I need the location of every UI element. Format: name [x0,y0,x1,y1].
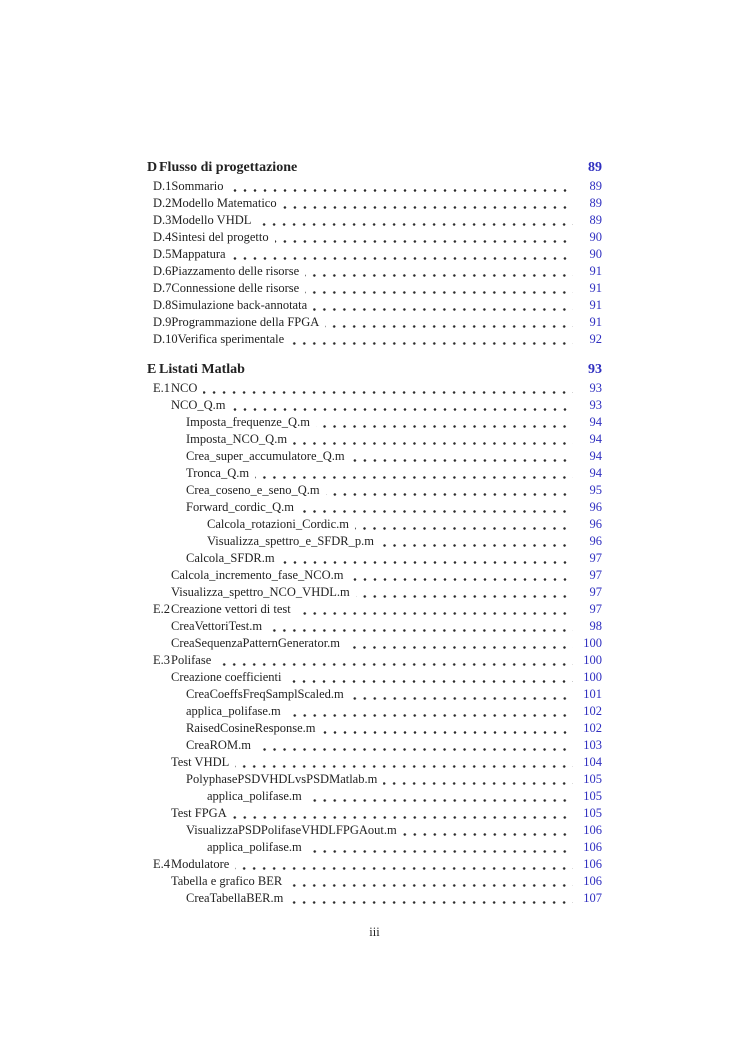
toc-dot-leader [203,391,573,394]
toc-dot-leader [305,274,573,277]
toc-entry-row [147,669,602,686]
toc-entry-title: Forward_cordic_Q.m [186,500,294,514]
toc-dot-leader [257,223,573,226]
toc-dot-leader [255,476,573,479]
toc-page-link[interactable]: 89 [589,179,602,193]
toc-dot-leader [287,680,573,683]
toc-entry-title: PolyphasePSDVHDLvsPSDMatlab.m [186,772,378,786]
toc-entry-row [147,331,602,348]
toc-entry-title: Crea_super_accumulatore_Q.m [186,449,345,463]
toc-page-link[interactable]: 94 [589,432,602,446]
toc-entry-title: CreaSequenzaPatternGenerator.m [171,636,341,650]
toc-entry-row [147,567,602,584]
toc-entry-number: D.4 [153,230,172,244]
toc-dot-leader [350,697,573,700]
toc-entry-row [147,178,602,195]
toc-entry-number: E [147,362,157,377]
toc-entry-row [147,195,602,212]
toc-page-link[interactable]: 105 [583,806,602,820]
toc-page-link[interactable]: 97 [589,551,602,565]
page-number-footer: iii [369,925,380,939]
toc-entry-title: NCO [171,381,198,395]
toc-entry-title: Imposta_NCO_Q.m [186,432,288,446]
toc-entry-title: Tronca_Q.m [186,466,250,480]
toc-dot-leader [356,595,573,598]
toc-page-link[interactable]: 94 [589,466,602,480]
toc-dot-leader [308,850,573,853]
toc-dot-leader [383,782,573,785]
toc-entry-row [147,652,602,669]
toc-dot-leader [232,257,573,260]
toc-dot-leader [281,561,573,564]
toc-dot-leader [233,816,573,819]
toc-entry-row [147,601,602,618]
toc-entry-row [147,516,602,533]
toc-page-link[interactable]: 98 [589,619,602,633]
toc-entry-row [147,771,602,788]
toc-entry-title: Verifica sperimentale [177,332,285,346]
toc-entry-title: Simulazione back-annotata [171,298,308,312]
toc-entry-title: RaisedCosineResponse.m [186,721,316,735]
toc-entry-title: applica_polifase.m [207,789,302,803]
toc-entry-number: D.10 [153,332,178,346]
toc-page-link[interactable]: 100 [583,653,602,667]
toc-entry-title: VisualizzaPSDPolifaseVHDLFPGAout.m [186,823,397,837]
toc-entry-title: Test VHDL [171,755,230,769]
toc-dot-leader [346,646,573,649]
toc-entry-title: Crea_coseno_e_seno_Q.m [186,483,320,497]
toc-entry-row [147,839,602,856]
toc-entry-row [147,754,602,771]
toc-entry-row [147,635,602,652]
toc-entry-title: Modello VHDL [171,213,252,227]
toc-dot-leader [230,189,574,192]
toc-page-link[interactable]: 93 [589,381,602,395]
toc-entry-number: D.7 [153,281,172,295]
toc-entry-number: E.3 [153,653,171,667]
toc-page-link[interactable]: 104 [583,755,602,769]
toc-page-link[interactable]: 93 [588,362,602,377]
toc-dot-leader [232,408,573,411]
toc-entry-row [147,263,602,280]
toc-dot-leader [300,510,573,513]
toc-entry-row [147,397,602,414]
toc-entry-title: Connessione delle risorse [171,281,300,295]
toc-entry-title: Listati Matlab [159,362,245,377]
toc-entry-title: Sommario [171,179,224,193]
toc-entry-row [147,414,602,431]
toc-page-link[interactable]: 106 [583,840,602,854]
toc-entry-title: CreaCoeffsFreqSamplScaled.m [186,687,344,701]
toc-entry-title: Flusso di progettazione [159,160,298,175]
toc-page-link[interactable]: 90 [589,230,602,244]
toc-entry-row [147,448,602,465]
toc-entry-title: Visualizza_spettro_NCO_VHDL.m [171,585,350,599]
toc-dot-leader [325,325,573,328]
toc-entry-row [147,890,602,907]
toc-page-link[interactable]: 89 [589,196,602,210]
toc-entry-number: D.5 [153,247,172,261]
toc-page-link[interactable]: 105 [583,789,602,803]
toc-entry-row [147,499,602,516]
toc-entry-row [147,465,602,482]
toc-entry-row [147,533,602,550]
toc-dot-leader [275,240,573,243]
toc-entry-row [147,618,602,635]
toc-dot-leader [268,629,573,632]
toc-page-link[interactable]: 96 [589,517,602,531]
toc-entry-title: Sintesi del progetto [171,230,269,244]
toc-entry-row [147,873,602,890]
toc-dot-leader [297,612,573,615]
toc-entry-title: Visualizza_spettro_e_SFDR_p.m [207,534,374,548]
toc-page-link[interactable]: 103 [583,738,602,752]
toc-page-link[interactable]: 90 [589,247,602,261]
toc-dot-leader [293,442,573,445]
toc-entry-number: E.2 [153,602,171,616]
toc-page-link[interactable]: 97 [589,602,602,616]
toc-entry-row [147,584,602,601]
toc-entry-number: D.2 [153,196,172,210]
toc-entry-number: D.1 [153,179,172,193]
toc-page-link[interactable]: 89 [588,160,602,175]
toc-page-link[interactable]: 96 [589,534,602,548]
toc-entry-row [147,703,602,720]
toc-dot-leader [288,884,573,887]
toc-dot-leader [217,663,573,666]
toc-chapter-row [147,360,602,380]
toc-page-link[interactable]: 91 [589,315,602,329]
toc-entry-row [147,314,602,331]
toc-entry-number: D.8 [153,298,172,312]
toc-page-link[interactable]: 106 [583,874,602,888]
toc-page-link[interactable]: 106 [583,857,602,871]
toc-page-link[interactable]: 96 [589,500,602,514]
toc-entry-row [147,686,602,703]
toc-entry-number: D.6 [153,264,172,278]
toc-entry-title: NCO_Q.m [171,398,226,412]
toc-entry-row [147,482,602,499]
toc-page-link[interactable]: 89 [589,213,602,227]
toc-page-link[interactable]: 106 [583,823,602,837]
toc-page-link[interactable]: 101 [583,687,602,701]
toc-dot-leader [308,799,573,802]
toc-entry-row [147,856,602,873]
toc-page-link[interactable]: 105 [583,772,602,786]
toc-dot-leader [303,172,573,175]
toc-page-link[interactable]: 93 [589,398,602,412]
toc-page-link[interactable]: 97 [589,585,602,599]
toc-page-link[interactable]: 97 [589,568,602,582]
toc-entry-title: Creazione coefficienti [171,670,282,684]
toc-entry-number: D.9 [153,315,172,329]
toc-entry-row [147,788,602,805]
toc-page-link[interactable]: 91 [589,281,602,295]
toc-dot-leader [287,714,573,717]
toc-page-link[interactable]: 107 [583,891,602,905]
toc-entry-title: Piazzamento delle risorse [171,264,300,278]
table-of-contents [147,158,602,907]
toc-entry-row [147,550,602,567]
toc-entry-title: applica_polifase.m [207,840,302,854]
toc-entry-title: Imposta_frequenze_Q.m [186,415,310,429]
toc-entry-title: Mappatura [171,247,226,261]
toc-dot-leader [355,527,573,530]
toc-dot-leader [251,374,573,377]
toc-entry-title: CreaTabellaBER.m [186,891,284,905]
toc-entry-title: CreaVettoriTest.m [171,619,263,633]
toc-entry-row [147,805,602,822]
toc-entry-number: D [147,160,158,175]
toc-entry-number: E.4 [153,857,171,871]
toc-entry-title: Creazione vettori di test [171,602,291,616]
toc-dot-leader [257,748,573,751]
toc-dot-leader [322,731,573,734]
toc-entry-row [147,380,602,397]
toc-entry-title: Calcola_SFDR.m [186,551,275,565]
toc-entry-row [147,212,602,229]
toc-entry-title: Programmazione della FPGA [171,315,320,329]
toc-entry-title: Calcola_incremento_fase_NCO.m [171,568,344,582]
toc-dot-leader [380,544,573,547]
toc-dot-leader [326,493,573,496]
toc-page-link[interactable]: 100 [583,670,602,684]
toc-entry-row [147,822,602,839]
toc-page-link[interactable]: 100 [583,636,602,650]
toc-entry-title: CreaROM.m [186,738,251,752]
toc-page-link[interactable]: 91 [589,298,602,312]
toc-dot-leader [316,425,573,428]
toc-dot-leader [289,901,573,904]
toc-entry-row [147,229,602,246]
toc-dot-leader [313,308,573,311]
toc-entry-title: Modulatore [171,857,230,871]
toc-page-link[interactable]: 102 [583,721,602,735]
toc-page-link[interactable]: 91 [589,264,602,278]
toc-page-link[interactable]: 95 [589,483,602,497]
toc-entry-number: D.3 [153,213,172,227]
toc-dot-leader [235,867,573,870]
toc-entry-title: Polifase [171,653,212,667]
toc-entry-title: applica_polifase.m [186,704,281,718]
toc-entry-title: Tabella e grafico BER [171,874,283,888]
toc-entry-row [147,737,602,754]
toc-entry-title: Modello Matematico [171,196,277,210]
toc-entry-title: Calcola_rotazioni_Cordic.m [207,517,349,531]
toc-page-link[interactable]: 94 [589,415,602,429]
toc-page-link[interactable]: 94 [589,449,602,463]
toc-entry-title: Test FPGA [171,806,227,820]
toc-entry-row [147,246,602,263]
toc-dot-leader [351,459,573,462]
toc-dot-leader [350,578,573,581]
toc-dot-leader [283,206,573,209]
toc-dot-leader [305,291,573,294]
toc-page-link[interactable]: 92 [589,332,602,346]
toc-chapter-row [147,158,602,178]
toc-dot-leader [290,342,573,345]
toc-entry-row [147,431,602,448]
toc-entry-row [147,280,602,297]
toc-dot-leader [403,833,573,836]
toc-page-link[interactable]: 102 [583,704,602,718]
toc-dot-leader [235,765,573,768]
toc-entry-number: E.1 [153,381,171,395]
toc-entry-row [147,720,602,737]
toc-entry-row [147,297,602,314]
